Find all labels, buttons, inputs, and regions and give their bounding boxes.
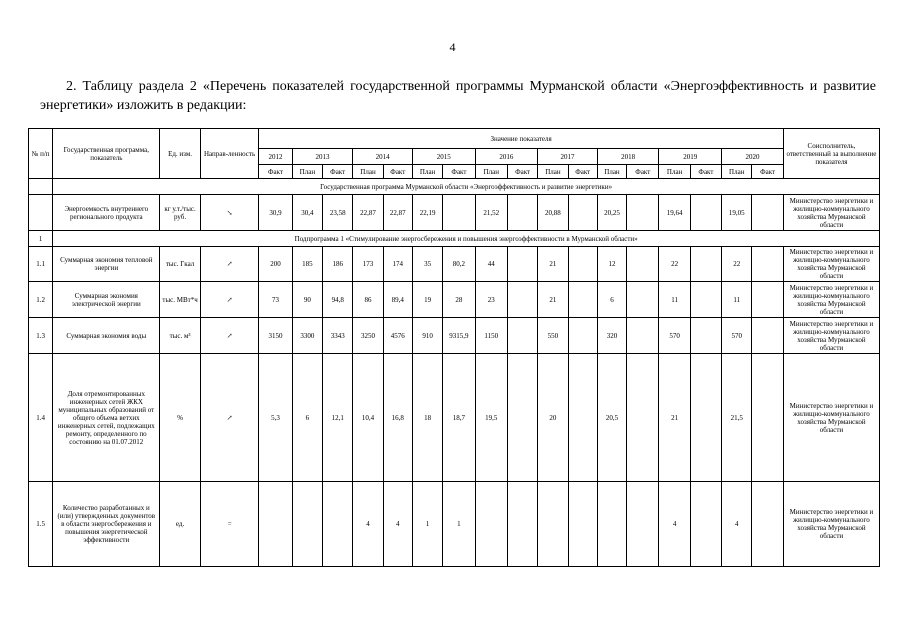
value-cell: 20,88 — [538, 195, 568, 231]
value-cell: 89,4 — [383, 282, 412, 318]
subprogram-row — [29, 231, 880, 247]
value-cell: 4576 — [383, 318, 412, 354]
value-cell: 21 — [538, 282, 568, 318]
value-cell — [507, 354, 537, 482]
value-cell: 18,7 — [443, 354, 475, 482]
value-cell: 18 — [412, 354, 442, 482]
value-cell — [443, 195, 475, 231]
value-cell: 570 — [659, 318, 690, 354]
value-cell: 28 — [443, 282, 475, 318]
value-cell — [568, 247, 597, 282]
table-row — [29, 282, 880, 318]
value-cell — [507, 195, 537, 231]
value-cell — [690, 482, 721, 567]
program-title: Государственная программа Мурманской области «Энергоэффективность и развитие энергетики» — [53, 179, 880, 195]
table-row — [29, 318, 880, 354]
value-cell: 570 — [722, 318, 752, 354]
value-cell: 1 — [443, 482, 475, 567]
plan-header: План — [538, 165, 568, 179]
fact-header: Факт — [507, 165, 537, 179]
indicator-name: Энергоемкость внутреннего регионального продукта — [53, 195, 160, 231]
unit-cell: кг у.т./тыс. руб. — [160, 195, 200, 231]
value-cell: 1 — [412, 482, 442, 567]
value-cell: 21 — [659, 354, 690, 482]
value-cell: 6 — [597, 282, 626, 318]
year-2017: 2017 — [538, 149, 598, 165]
value-cell — [627, 282, 659, 318]
value-cell — [568, 282, 597, 318]
value-cell — [597, 482, 626, 567]
value-cell: 23,58 — [323, 195, 353, 231]
value-cell: 1150 — [475, 318, 507, 354]
row-num: 1.3 — [29, 318, 53, 354]
plan-header: План — [292, 165, 322, 179]
value-cell: 19,64 — [659, 195, 690, 231]
value-cell — [568, 318, 597, 354]
table-row — [29, 195, 880, 231]
indicator-name: Суммарная экономия электрической энергии — [53, 282, 160, 318]
year-2013: 2013 — [292, 149, 353, 165]
plan-header: План — [353, 165, 383, 179]
value-cell: 30,9 — [259, 195, 292, 231]
responsible-cell: Министерство энергетики и жилищно-коммунального хозяйства Мурманской области — [783, 354, 879, 482]
value-cell — [292, 482, 322, 567]
value-cell: 94,8 — [323, 282, 353, 318]
value-cell — [507, 482, 537, 567]
value-cell — [627, 318, 659, 354]
value-cell — [752, 282, 783, 318]
page-number: 4 — [449, 40, 456, 54]
row-num: 1.1 — [29, 247, 53, 282]
value-cell: 550 — [538, 318, 568, 354]
value-cell: 4 — [353, 482, 383, 567]
fact-header: Факт — [752, 165, 783, 179]
responsible-cell: Министерство энергетики и жилищно-коммунального хозяйства Мурманской области — [783, 318, 879, 354]
value-cell: 185 — [292, 247, 322, 282]
value-cell: 22,87 — [383, 195, 412, 231]
value-cell — [752, 354, 783, 482]
value-cell: 16,8 — [383, 354, 412, 482]
intro-paragraph: 2. Таблицу раздела 2 «Перечень показателей государственной программы Мурманской области «Энергоэффективность и развитие энергетики» изложить в редакции: — [40, 79, 876, 113]
unit-cell: тыс. м³ — [160, 318, 200, 354]
value-cell — [568, 354, 597, 482]
value-cell: 22 — [722, 247, 752, 282]
value-cell: 22 — [659, 247, 690, 282]
fact-header: Факт — [690, 165, 721, 179]
value-cell — [323, 482, 353, 567]
value-cell — [507, 282, 537, 318]
responsible-cell: Министерство энергетики и жилищно-коммунального хозяйства Мурманской области — [783, 247, 879, 282]
year-2020: 2020 — [722, 149, 784, 165]
year-2014: 2014 — [353, 149, 413, 165]
indicator-name: Количество разработанных и (или) утвержденных документов в области энергосбережения и повышения энергетической эффективности — [53, 482, 160, 567]
value-cell — [752, 318, 783, 354]
value-cell: 3150 — [259, 318, 292, 354]
year-2016: 2016 — [475, 149, 538, 165]
fact-header: Факт — [568, 165, 597, 179]
fact-header: Факт — [259, 165, 292, 179]
indicator-name: Доля отремонтированных инженерных сетей ЖКХ муниципальных образований от общего объема ветхих инженерных сетей, подлежащих ремонту, определенного по состоянию на 01.07.2012 — [53, 354, 160, 482]
value-cell: 19 — [412, 282, 442, 318]
indicator-name: Суммарная экономия воды — [53, 318, 160, 354]
value-cell: 19,05 — [722, 195, 752, 231]
value-cell — [627, 247, 659, 282]
value-cell: 21,52 — [475, 195, 507, 231]
value-cell: 3250 — [353, 318, 383, 354]
fact-header: Факт — [323, 165, 353, 179]
responsible-cell: Министерство энергетики и жилищно-коммунального хозяйства Мурманской области — [783, 195, 879, 231]
value-cell: 23 — [475, 282, 507, 318]
value-cell: 200 — [259, 247, 292, 282]
value-cell: 10,4 — [353, 354, 383, 482]
value-cell: 5,3 — [259, 354, 292, 482]
value-cell — [568, 195, 597, 231]
direction-cell: ↗ — [200, 318, 259, 354]
value-cell — [538, 482, 568, 567]
value-cell: 80,2 — [443, 247, 475, 282]
value-cell: 20 — [538, 354, 568, 482]
row-num: 1.2 — [29, 282, 53, 318]
value-cell — [627, 195, 659, 231]
value-cell: 22,19 — [412, 195, 442, 231]
value-cell — [690, 247, 721, 282]
value-cell — [507, 318, 537, 354]
value-cell: 30,4 — [292, 195, 322, 231]
value-cell — [690, 195, 721, 231]
unit-cell: ед. — [160, 482, 200, 567]
value-cell — [627, 354, 659, 482]
value-cell — [752, 195, 783, 231]
header-direction: Направ-ленность — [200, 129, 259, 179]
value-cell: 12 — [597, 247, 626, 282]
value-cell: 22,87 — [353, 195, 383, 231]
value-cell: 3343 — [323, 318, 353, 354]
value-cell — [568, 482, 597, 567]
value-cell: 3300 — [292, 318, 322, 354]
value-cell: 12,1 — [323, 354, 353, 482]
value-cell: 35 — [412, 247, 442, 282]
plan-header: План — [659, 165, 690, 179]
direction-cell: ↗ — [200, 282, 259, 318]
value-cell — [690, 318, 721, 354]
table-row — [29, 247, 880, 282]
plan-header: План — [597, 165, 626, 179]
header-value: Значение показателя — [259, 129, 783, 149]
value-cell: 86 — [353, 282, 383, 318]
value-cell: 910 — [412, 318, 442, 354]
year-2015: 2015 — [412, 149, 475, 165]
value-cell — [752, 482, 783, 567]
value-cell: 186 — [323, 247, 353, 282]
value-cell — [627, 482, 659, 567]
value-cell — [752, 247, 783, 282]
indicator-name: Суммарная экономия тепловой энергии — [53, 247, 160, 282]
responsible-cell: Министерство энергетики и жилищно-коммунального хозяйства Мурманской области — [783, 482, 879, 567]
row-num: 1.4 — [29, 354, 53, 482]
header-num: № п/п — [29, 129, 53, 179]
fact-header: Факт — [383, 165, 412, 179]
plan-header: План — [475, 165, 507, 179]
value-cell — [507, 247, 537, 282]
value-cell: 173 — [353, 247, 383, 282]
value-cell: 20,5 — [597, 354, 626, 482]
row-num: 1.5 — [29, 482, 53, 567]
value-cell — [690, 282, 721, 318]
header-responsible: Соисполнитель, ответственный за выполнение показателя — [783, 129, 879, 179]
header-unit: Ед. изм. — [160, 129, 200, 179]
direction-cell: ↗ — [200, 247, 259, 282]
value-cell: 174 — [383, 247, 412, 282]
value-cell — [690, 354, 721, 482]
fact-header: Факт — [443, 165, 475, 179]
value-cell — [259, 482, 292, 567]
header-program: Государственная программа, показатель — [53, 129, 160, 179]
value-cell: 11 — [722, 282, 752, 318]
year-2018: 2018 — [597, 149, 659, 165]
fact-header: Факт — [627, 165, 659, 179]
year-2012: 2012 — [259, 149, 292, 165]
unit-cell: % — [160, 354, 200, 482]
value-cell: 6 — [292, 354, 322, 482]
unit-cell: тыс. МВт*ч — [160, 282, 200, 318]
value-cell: 4 — [383, 482, 412, 567]
value-cell: 90 — [292, 282, 322, 318]
unit-cell: тыс. Гкал — [160, 247, 200, 282]
value-cell: 320 — [597, 318, 626, 354]
program-num-cell — [29, 179, 53, 195]
plan-header: План — [412, 165, 442, 179]
direction-cell: ↘ — [200, 195, 259, 231]
value-cell: 44 — [475, 247, 507, 282]
row-num — [29, 195, 53, 231]
indicators-table — [28, 128, 880, 567]
direction-cell: ↗ — [200, 354, 259, 482]
value-cell: 19,5 — [475, 354, 507, 482]
value-cell: 4 — [722, 482, 752, 567]
subprogram-num: 1 — [29, 231, 53, 247]
table-row — [29, 354, 880, 482]
plan-header: План — [722, 165, 752, 179]
value-cell: 21,5 — [722, 354, 752, 482]
year-2019: 2019 — [659, 149, 722, 165]
value-cell — [475, 482, 507, 567]
value-cell: 4 — [659, 482, 690, 567]
value-cell: 9315,9 — [443, 318, 475, 354]
table-row — [29, 482, 880, 567]
subprogram-title: Подпрограмма 1 «Стимулирование энергосбережения и повышения энергоэффективности в Мурманской области» — [53, 231, 880, 247]
value-cell: 73 — [259, 282, 292, 318]
value-cell: 11 — [659, 282, 690, 318]
value-cell: 21 — [538, 247, 568, 282]
responsible-cell: Министерство энергетики и жилищно-коммунального хозяйства Мурманской области — [783, 282, 879, 318]
value-cell: 20,25 — [597, 195, 626, 231]
direction-cell: = — [200, 482, 259, 567]
